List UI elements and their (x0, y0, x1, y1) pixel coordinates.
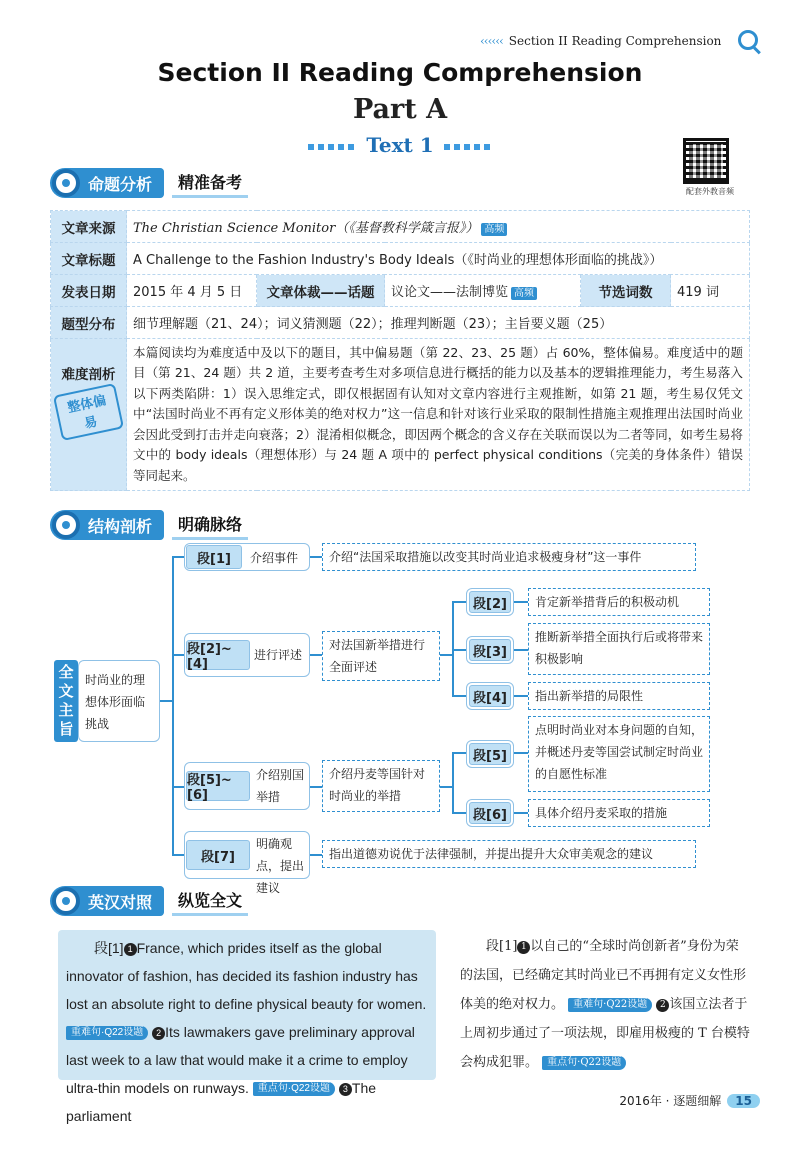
p24-action: 进行评述 (254, 648, 303, 662)
tree-connector (160, 700, 172, 702)
p7-action: 明确观点，提出建议 (256, 837, 305, 895)
genre-value: 议论文——法制博览 (391, 285, 509, 300)
date-header: 发表日期 (51, 275, 127, 307)
tree-branch (172, 654, 184, 656)
para-6-label: 段[6] (469, 802, 511, 824)
title-header: 文章标题 (51, 243, 127, 275)
p1-action: 介绍事件 (250, 551, 299, 565)
section-label: 结构剖析 (88, 516, 153, 536)
text-label: Text 1 (366, 133, 434, 157)
section-bilingual-header (50, 884, 248, 918)
sub-branch (452, 601, 466, 603)
tree-branch (172, 556, 184, 558)
key-sentence-flag: 重点句·Q22设题 (253, 1082, 335, 1096)
p24-desc: 对法国新举措进行全面评述 (322, 631, 440, 681)
p56-desc: 介绍丹麦等国针对时尚业的举措 (322, 760, 440, 812)
page-title: Section II Reading Comprehension (157, 58, 643, 87)
tree-branch (172, 786, 184, 788)
sentence-number-1: 1 (124, 943, 137, 956)
para-5-6-label: 段[5]~[6] (186, 771, 250, 801)
genre-header: 文章体裁——话题 (257, 275, 385, 307)
main-idea-side (54, 660, 78, 742)
sub-branch (452, 649, 466, 651)
sentence-number-2: 2 (656, 999, 669, 1012)
date-value: 2015 年 4 月 5 日 (127, 275, 257, 307)
para-7-label: 段[7] (186, 840, 250, 870)
connector (440, 654, 452, 656)
page-number: 15 (727, 1094, 760, 1108)
sub-branch (452, 695, 466, 697)
qtype-value: 细节理解题（21、24）；词义猜测题（22）；推理判断题（23）；主旨要义题（25） (127, 307, 750, 339)
main-idea-box: 时尚业的理想体形面临挑战 (78, 660, 160, 742)
source-value: The Christian Science Monitor（《基督教科学箴言报》） (133, 221, 479, 236)
para-marker: 段[1] (94, 940, 124, 956)
section-label: 命题分析 (88, 174, 153, 194)
sub-trunk (452, 752, 454, 814)
qtype-header: 题型分布 (51, 307, 127, 339)
words-value: 419 词 (671, 275, 750, 307)
section-label: 英汉对照 (88, 892, 153, 912)
sentence-number-3: 3 (339, 1083, 352, 1096)
connector (514, 812, 528, 814)
sub-branch (452, 812, 466, 814)
qr-pattern (689, 144, 723, 178)
main-idea-label: 全文主旨 (58, 663, 74, 738)
section-sub: 纵览全文 (172, 886, 248, 916)
connector (514, 695, 528, 697)
p4-desc: 指出新举措的局限性 (528, 682, 710, 710)
para-5-label: 段[5] (469, 743, 511, 765)
key-sentence-flag: 重难句·Q22设题 (66, 1026, 148, 1040)
para-2-label: 段[2] (469, 591, 511, 613)
chinese-sentence-2: 该国立法者于上周初步通过了一项法规，即雇用极瘦的 T 台模特会构成犯罪。 (460, 997, 750, 1070)
sentence-number-1: 1 (517, 941, 530, 954)
english-sentence-2: Its lawmakers gave preliminary approval last week to a law that would make it a crime to employ ultra-thin models on runways. (66, 1024, 415, 1096)
p7-desc: 指出道德劝说优于法律强制，并提出提升大众审美观念的建议 (322, 840, 696, 868)
chinese-passage (460, 932, 750, 1077)
key-sentence-flag: 重点句·Q22设题 (542, 1056, 626, 1070)
difficulty-value: 本篇阅读均为难度适中及以下的题目，其中偏易题（第 22、23、25 题）占 60%，整体偏易。难度适中的题目（第 21、24 题）共 2 道，主要考查考生对多项信息进行概括的能力以及基本的逻辑推理能力，考生易落入以下两类陷阱：1）误入思维定式，即仅根据固有认知对文章内容进行主观推断，如第 21 题，考生易仅凭文中“法国时尚业不再有定义形体美的绝对权力”这一信息和针对该行业采取的限制性措施主观推理出法国时尚业会因此受到打击并走向衰落；2）混淆相似概念，即因两个概念的含义存在关联而误以为二者等同，如考生易将文中的 body ideals（理想体形）与 24 题 A 项中的 perfect physical conditions（完美的身体条件）错误等同起来。 (127, 339, 750, 491)
chinese-sentence-1: 以自己的“全球时尚创新者”身份为荣的法国，已经确定其时尚业已不再拥有定义女性形体美的绝对权力。 (460, 939, 747, 1012)
connector (514, 649, 528, 651)
section-structure-header (50, 508, 248, 542)
english-sentence-1: France, which prides itself as the global innovator of fashion, has decided its fashion industry has lost an absolute right to define physical beauty for women. (66, 940, 427, 1012)
magnifier-icon (52, 169, 80, 197)
dots-left (308, 144, 356, 150)
p3-desc: 推断新举措全面执行后或将带来积极影响 (528, 623, 710, 675)
title-value: A Challenge to the Fashion Industry's Body Ideals（《时尚业的理想体形面临的挑战》） (127, 243, 750, 275)
running-title: Section II Reading Comprehension (508, 34, 722, 48)
key-sentence-flag: 重难句·Q22设题 (568, 998, 652, 1012)
frequency-tag: 高频 (481, 223, 507, 236)
tree-branch (172, 854, 184, 856)
section-sub: 明确脉络 (172, 510, 248, 540)
p2-desc: 肯定新举措背后的积极动机 (528, 588, 710, 616)
difficulty-stamp: 整体偏易 (53, 383, 124, 441)
difficulty-header: 难度剖析 (61, 367, 116, 383)
magnifier-icon (738, 30, 758, 50)
section-pill (50, 510, 164, 540)
connector (514, 752, 528, 754)
frequency-tag: 高频 (511, 287, 537, 300)
section-sub: 精准备考 (172, 168, 248, 198)
source-header: 文章来源 (51, 211, 127, 243)
connector (514, 601, 528, 603)
connector (440, 786, 452, 788)
english-sentence-3: The parliament (66, 1080, 377, 1124)
connector (310, 854, 322, 856)
section-pill (50, 168, 164, 198)
section-pill (50, 886, 164, 916)
footer-label: 2016年 · 逐题细解 (619, 1094, 722, 1108)
p56-action: 介绍别国举措 (256, 768, 305, 804)
page-footer (560, 1092, 760, 1109)
para-1-label: 段[1] (186, 545, 242, 569)
para-marker: 段[1] (486, 939, 518, 954)
words-header: 节选词数 (581, 275, 671, 307)
tree-trunk (172, 556, 174, 856)
text-heading (0, 133, 800, 157)
sentence-number-2: 2 (152, 1027, 165, 1040)
magnifier-icon (52, 511, 80, 539)
connector (310, 786, 322, 788)
connector (310, 654, 322, 656)
running-header (480, 32, 780, 50)
section-analysis-header (50, 166, 248, 200)
dots-right (444, 144, 492, 150)
magnifier-icon (52, 887, 80, 915)
qr-caption: 配套外教音频 (686, 187, 734, 196)
p1-desc: 介绍“法国采取措施以改变其时尚业追求极瘦身材”这一事件 (322, 543, 696, 571)
info-table (50, 210, 750, 491)
p6-desc: 具体介绍丹麦采取的措施 (528, 799, 710, 827)
english-passage (58, 930, 436, 1124)
p5-desc: 点明时尚业对本身问题的自知，并概述丹麦等国尝试制定时尚业的自愿性标准 (528, 716, 710, 792)
arrows-icon: ‹‹‹‹‹‹ (480, 34, 503, 48)
sub-branch (452, 752, 466, 754)
para-2-4-label: 段[2]~[4] (186, 640, 250, 670)
part-heading: Part A (352, 94, 448, 125)
para-4-label: 段[4] (469, 685, 511, 707)
connector (310, 556, 322, 558)
para-3-label: 段[3] (469, 639, 511, 661)
